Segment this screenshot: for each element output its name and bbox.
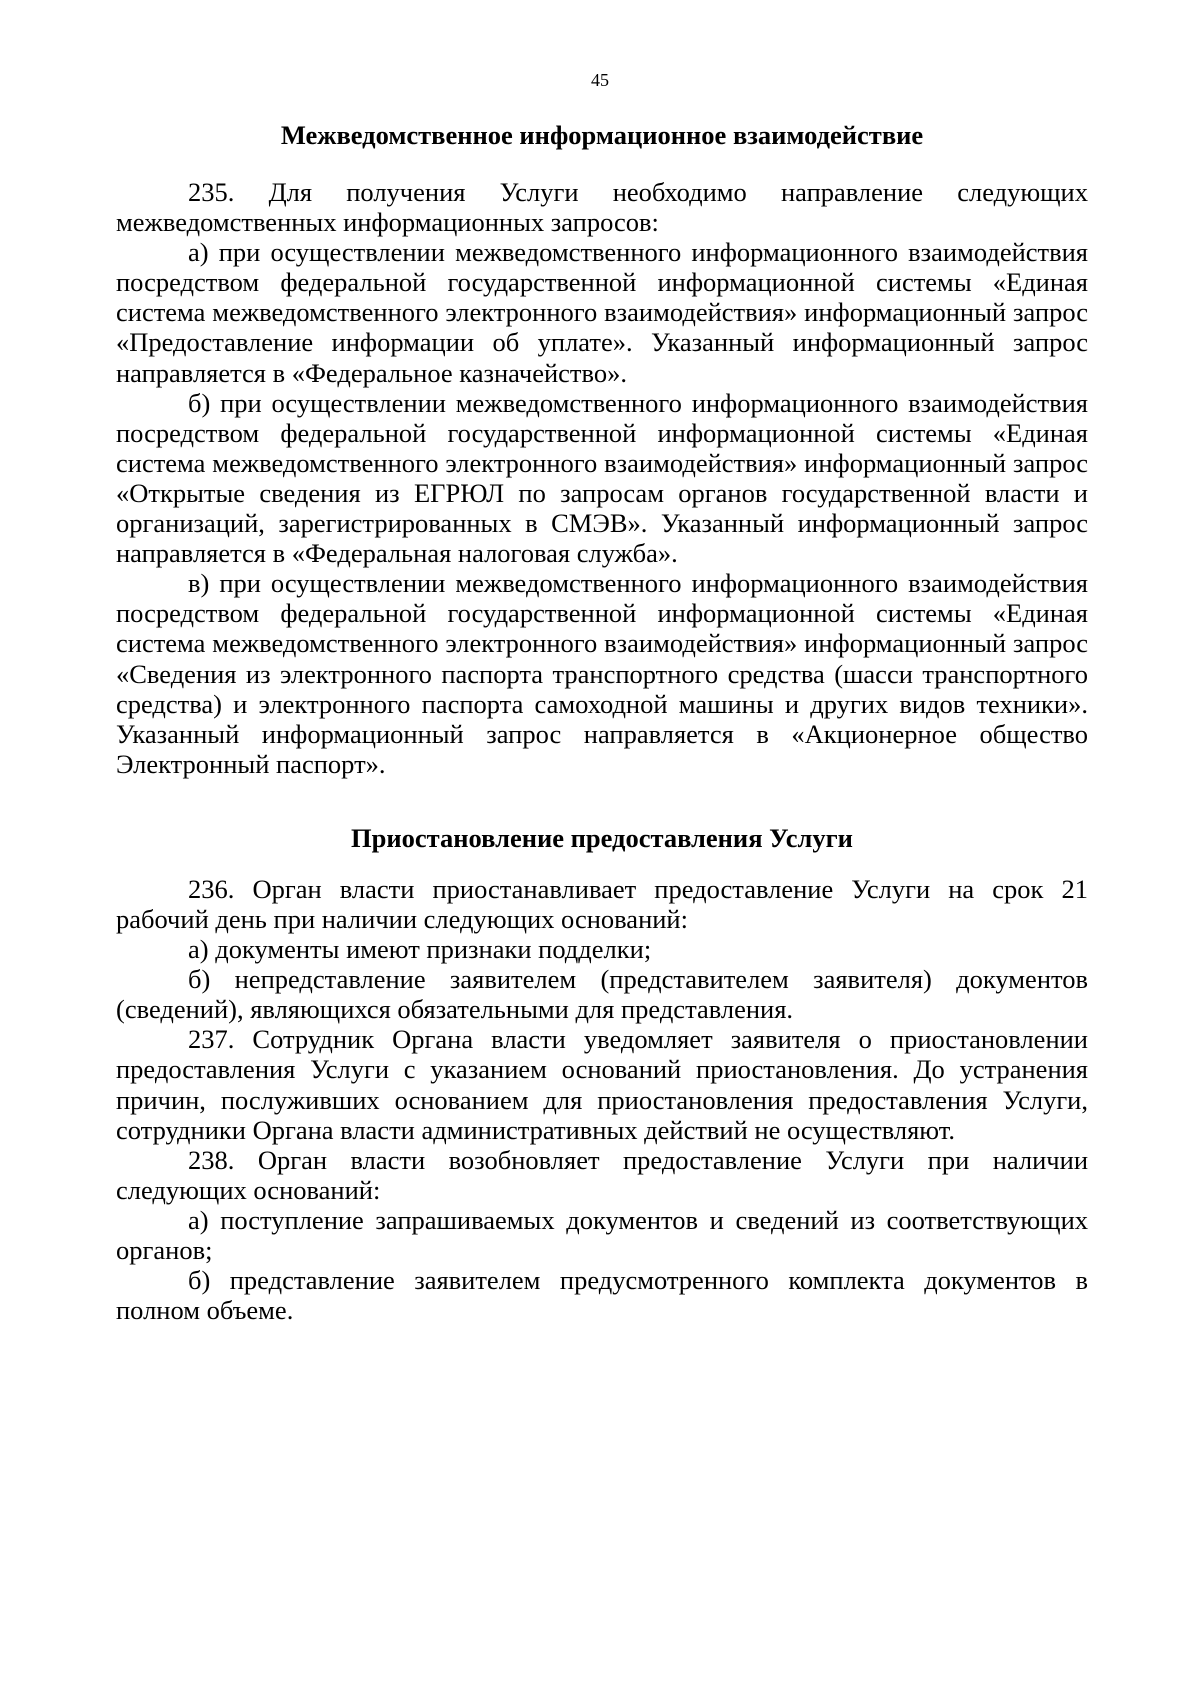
- paragraph-236-a: а) документы имеют признаки подделки;: [188, 934, 652, 965]
- paragraph-235-a: а) при осуществлении межведомственного информационного взаимодействия посредством федеральной государственной информационной системы «Единая система межведомственного электронного взаимодействия» информационный запрос «Предоставление информации об уплате». Указанный информационный запрос направляется в «Федеральное казначейство».: [116, 237, 1088, 388]
- page-content: [116, 120, 1088, 1325]
- paragraph-236-b: б) непредставление заявителем (представителем заявителя) документов (сведений), являющихся обязательными для представления.: [116, 964, 1088, 1025]
- section-interagency-interaction: [116, 120, 1088, 779]
- paragraph-238: 238. Орган власти возобновляет предоставление Услуги при наличии следующих оснований:: [116, 1144, 1088, 1205]
- paragraph-238-b: б) представление заявителем предусмотренного комплекта документов в полном объеме.: [116, 1265, 1088, 1326]
- paragraph-237: 237. Сотрудник Органа власти уведомляет заявителя о приостановлении предоставления Услуги с указанием оснований приостановления. До устранения причин, послуживших основанием для приостановления предоставления Услуги, сотрудники Органа власти административных действий не осуществляют.: [116, 1024, 1088, 1145]
- paragraph-235-v: в) при осуществлении межведомственного информационного взаимодействия посредством федеральной государственной информационной системы «Единая система межведомственного электронного взаимодействия» информационный запрос «Сведения из электронного паспорта транспортного средства (шасси транспортного средства) и электронного паспорта самоходной машины и других видов техники». Указанный информационный запрос направляется в «Акционерное общество Электронный паспорт».: [116, 568, 1088, 779]
- paragraph-235-b: б) при осуществлении межведомственного информационного взаимодействия посредством федеральной государственной информационной системы «Единая система межведомственного электронного взаимодействия» информационный запрос «Открытые сведения из ЕГРЮЛ по запросам органов государственной власти и организаций, зарегистрированных в СМЭВ». Указанный информационный запрос направляется в «Федеральная налоговая служба».: [116, 387, 1088, 569]
- page-number: 45: [591, 70, 609, 90]
- section-suspension: [116, 823, 1088, 1325]
- section-title: Приостановление предоставления Услуги: [351, 822, 853, 853]
- paragraph-236: 236. Орган власти приостанавливает предоставление Услуги на срок 21 рабочий день при наличии следующих оснований:: [116, 873, 1088, 934]
- section-title: Межведомственное информационное взаимодействие: [280, 120, 924, 150]
- paragraph-238-a: а) поступление запрашиваемых документов и сведений из соответствующих органов;: [116, 1204, 1088, 1265]
- paragraph-235: 235. Для получения Услуги необходимо направление следующих межведомственных информационных запросов:: [116, 177, 1088, 238]
